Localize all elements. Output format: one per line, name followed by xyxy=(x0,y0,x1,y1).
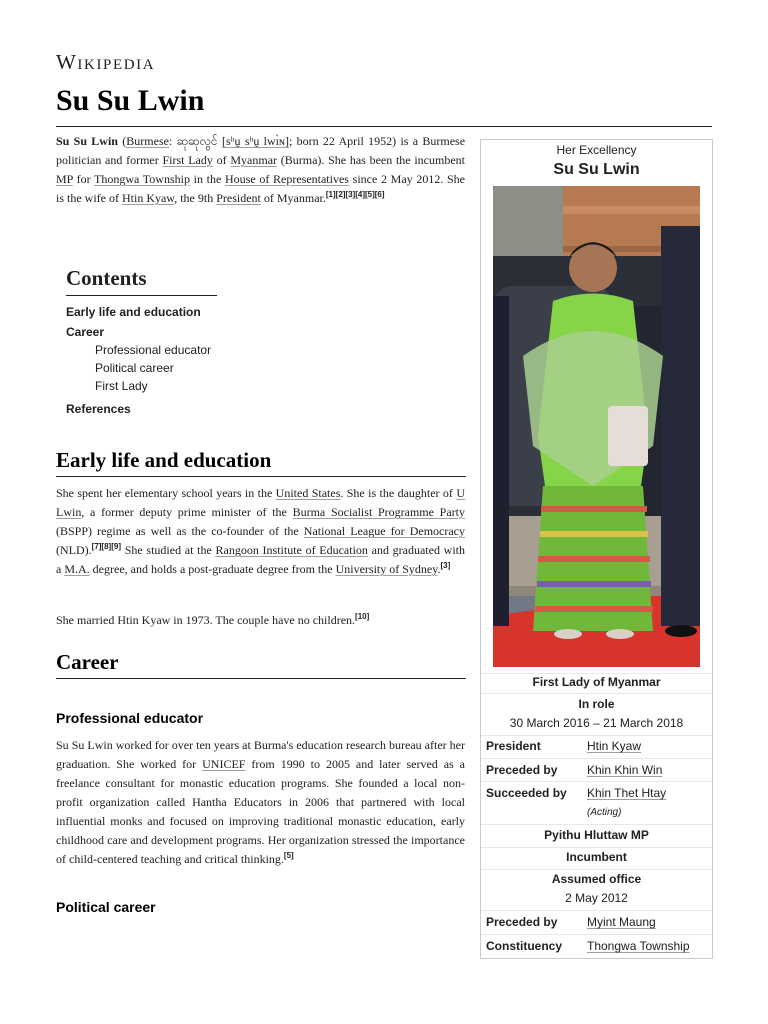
lead-citations[interactable]: [1][2][3][4][5][6] xyxy=(325,190,385,199)
university-of-sydney-link[interactable]: University of Sydney xyxy=(335,562,438,576)
infobox-row-president xyxy=(481,736,712,758)
htin-kyaw-link[interactable]: Htin Kyaw xyxy=(121,191,175,205)
u-lwin-link[interactable]: U Lwin xyxy=(56,486,465,519)
lead-text: , the 9th xyxy=(174,191,217,205)
infobox xyxy=(480,139,713,959)
bspp-link[interactable]: Burma Socialist Programme Party xyxy=(292,505,465,519)
body-text: She spent her elementary school years in the xyxy=(56,486,276,500)
citation[interactable]: [5] xyxy=(283,851,294,860)
infobox-label: President xyxy=(486,739,541,753)
burmese-language-link[interactable]: Burmese xyxy=(126,134,169,148)
title-divider xyxy=(56,126,712,127)
toc-item-career[interactable]: Career xyxy=(66,325,105,339)
infobox-acting-note: (Acting) xyxy=(587,807,622,818)
table-of-contents xyxy=(66,266,266,421)
mp-link[interactable]: MP xyxy=(56,172,73,186)
body-text: Su Su Lwin worked for over ten years at Burma's education research bureau after her graduation. She worked for xyxy=(56,738,465,771)
body-text: (BSPP) regime as well as the co-founder of the xyxy=(56,524,304,538)
infobox-row-mp-preceded-by xyxy=(481,912,712,934)
toc-item-early-life[interactable]: Early life and education xyxy=(66,305,201,319)
infobox-value-link[interactable]: Khin Khin Win xyxy=(587,763,663,777)
myanmar-link[interactable]: Myanmar xyxy=(230,153,278,167)
lead-text: of Myanmar. xyxy=(260,191,326,205)
citation[interactable]: [3] xyxy=(440,561,451,570)
first-lady-link[interactable]: First Lady xyxy=(162,153,213,167)
infobox-label: Preceded by xyxy=(486,763,558,777)
infobox-row-preceded-by xyxy=(481,760,712,782)
section-heading-career: Career xyxy=(56,650,466,679)
infobox-value-link[interactable]: Thongwa Township xyxy=(587,939,690,953)
toc-item-references[interactable]: References xyxy=(66,402,131,416)
infobox-value-link[interactable]: Htin Kyaw xyxy=(587,739,642,753)
nld-link[interactable]: National League for Democracy xyxy=(303,524,465,538)
thongwa-township-link[interactable]: Thongwa Township xyxy=(94,172,190,186)
subsection-heading-professional-educator: Professional educator xyxy=(56,710,204,726)
portrait-photo[interactable] xyxy=(493,186,700,667)
infobox-value-link[interactable]: Khin Thet Htay xyxy=(587,786,667,800)
section-heading-early-life: Early life and education xyxy=(56,448,466,477)
infobox-row-succeeded-by xyxy=(481,783,712,805)
body-text: and graduated with a xyxy=(56,543,465,576)
early-life-paragraph xyxy=(56,484,465,579)
lead-text: since 2 May 2012. She is the wife of xyxy=(56,172,465,205)
toc-item-political-career[interactable]: Political career xyxy=(95,361,174,375)
professional-educator-paragraph xyxy=(56,736,465,869)
infobox-term-dates: 30 March 2016 – 21 March 2018 xyxy=(509,716,684,730)
infobox-label: Preceded by xyxy=(486,915,558,929)
lead-text: (Burma). She has been the incumbent xyxy=(277,153,466,167)
body-text: She studied at the xyxy=(121,543,216,557)
native-name: ဆုဆုလွင် xyxy=(176,134,218,148)
rangoon-institute-link[interactable]: Rangoon Institute of Education xyxy=(215,543,368,557)
lead-text: for xyxy=(72,172,95,186)
toc-item-professional-educator[interactable]: Professional educator xyxy=(95,343,212,357)
body-text: degree, and holds a post-graduate degree from the xyxy=(89,562,336,576)
infobox-in-role: In role xyxy=(578,697,615,711)
infobox-assumed-office-label: Assumed office xyxy=(551,872,642,886)
infobox-incumbent: Incumbent xyxy=(566,850,627,864)
ipa-link[interactable]: [sʰṵ sʰṵ lwɪ̀ɴ] xyxy=(222,134,289,148)
house-of-representatives-link[interactable]: House of Representatives xyxy=(225,172,349,186)
citation[interactable]: [7][8][9] xyxy=(91,542,121,551)
lead-text: ; born 22 April 1952) is a Burmese politician and former xyxy=(56,134,466,167)
subsection-heading-political-career: Political career xyxy=(56,899,156,915)
body-text: She married Htin Kyaw in 1973. The couple have no children. xyxy=(56,613,356,627)
lead-text: in the xyxy=(189,172,225,186)
president-link[interactable]: President xyxy=(216,191,261,205)
citation[interactable]: [10] xyxy=(355,612,370,621)
infobox-honorific: Her Excellency xyxy=(556,143,637,157)
infobox-name: Su Su Lwin xyxy=(553,161,640,178)
infobox-value-link[interactable]: Myint Maung xyxy=(587,915,656,929)
body-text: from 1990 to 2005 and later served as a freelance consultant for monastic education programs. She founded a local non-profit organization called Hantha Educators in 2006 that partnered with local influential monks and focused on improving traditional monastic education, early childhood care and development programs. Her organization stressed the importance of child-centered teaching and critical thinking. xyxy=(56,757,466,866)
infobox-row-constituency xyxy=(481,936,712,958)
united-states-link[interactable]: United States xyxy=(275,486,341,500)
toc-item-first-lady[interactable]: First Lady xyxy=(95,379,148,393)
body-text: . xyxy=(437,562,441,576)
ma-degree-link[interactable]: M.A. xyxy=(64,562,90,576)
toc-title: Contents xyxy=(66,266,217,296)
wikipedia-logo[interactable]: Wikipedia xyxy=(56,50,156,74)
body-text: . She is the daughter of xyxy=(340,486,457,500)
infobox-assumed-office-date: 2 May 2012 xyxy=(565,891,628,905)
lead-text: of xyxy=(212,153,231,167)
marriage-paragraph xyxy=(56,611,465,630)
infobox-office-mp: Pyithu Hluttaw MP xyxy=(544,828,649,842)
body-text: , a former deputy prime minister of the xyxy=(81,505,293,519)
portrait-photo-illustration xyxy=(493,186,700,667)
infobox-label: Constituency xyxy=(486,939,563,953)
lead-name: Su Su Lwin xyxy=(56,134,118,148)
lead-paragraph: Su Su Lwin (Burmese: ဆုဆုလွင် [sʰṵ sʰṵ lwɪ̀ɴ]; born 22 April 1952) is a Burmese politician and former First Lady of Myanmar (Burma). She has been the incumbent MP for Thongwa Township in the House of Representatives since 2 May 2012. She is the wife of Htin Kyaw, the 9th President of Myanmar.[1][2][3][4][5][6] xyxy=(56,134,466,205)
unicef-link[interactable]: UNICEF xyxy=(202,757,246,771)
infobox-office-first-lady: First Lady of Myanmar xyxy=(532,675,661,689)
page-title: Su Su Lwin xyxy=(56,84,205,117)
body-text: (NLD). xyxy=(56,543,92,557)
infobox-label: Succeeded by xyxy=(486,786,567,800)
